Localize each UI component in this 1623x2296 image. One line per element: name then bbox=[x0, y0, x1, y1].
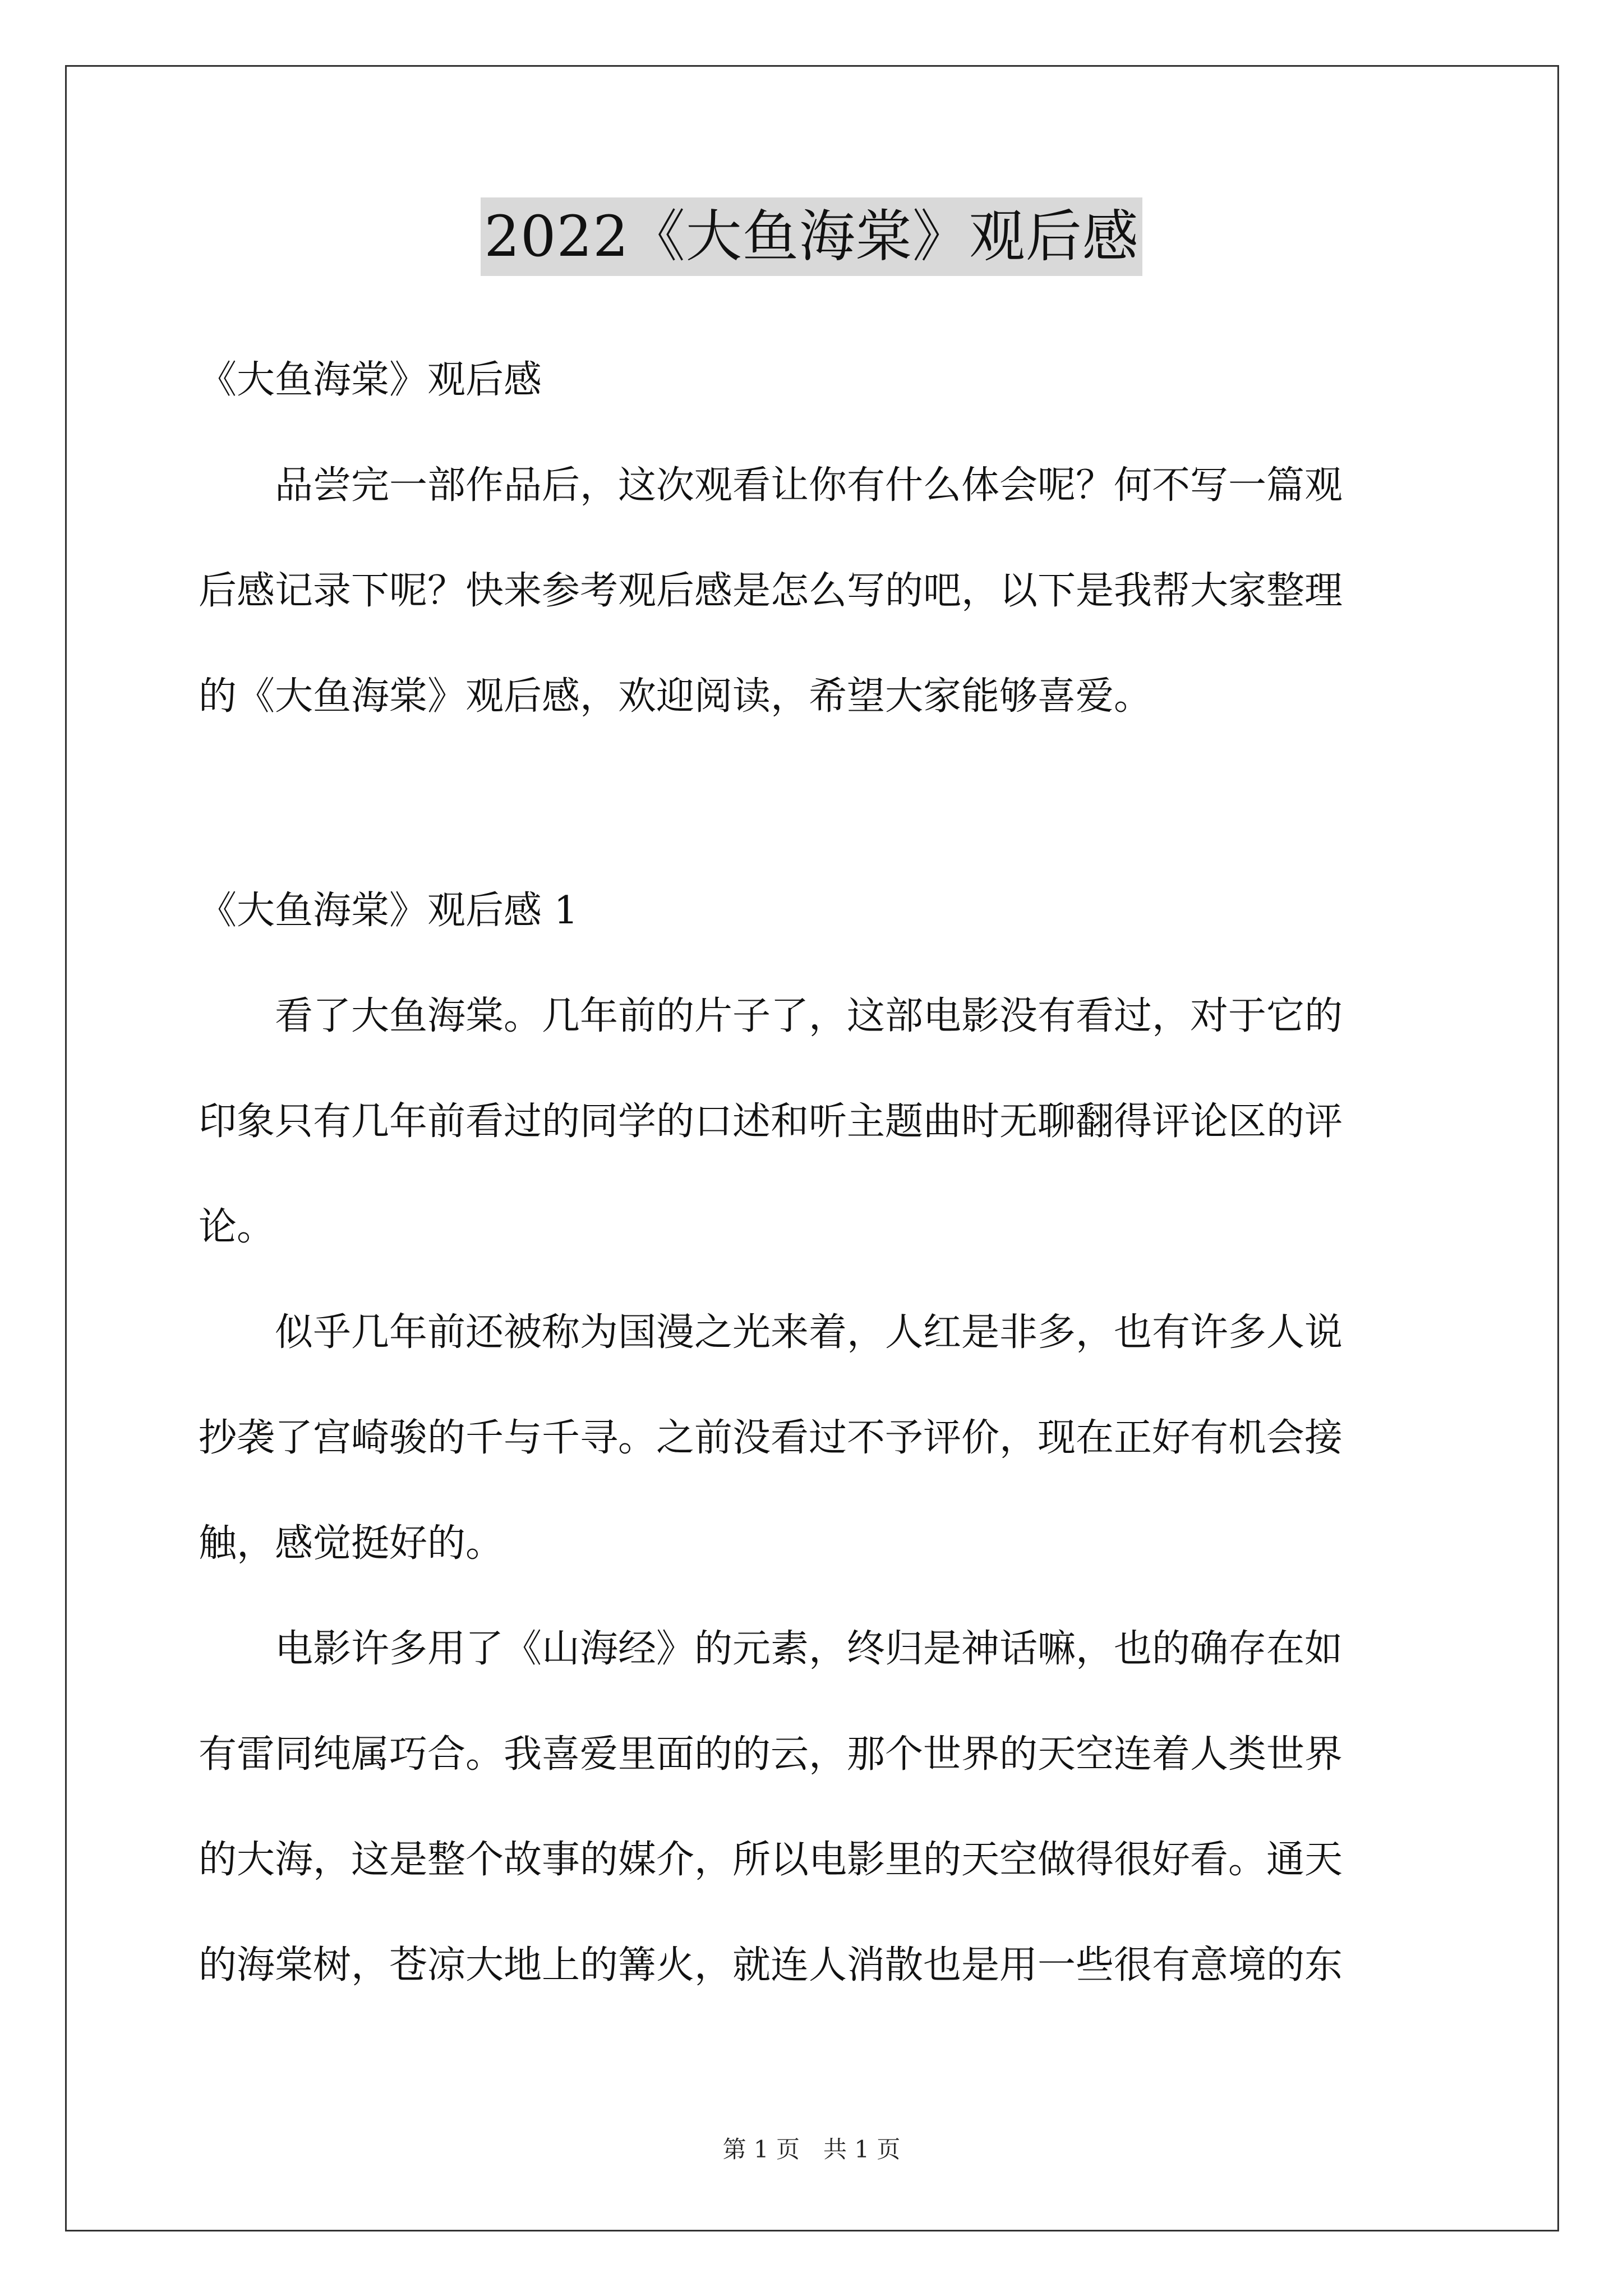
body-line-8: 有雷同纯属巧合。我喜爱里面的的云，那个世界的天空连着人类世界 bbox=[199, 1732, 1343, 1777]
intro-line-1: 品尝完一部作品后，这次观看让你有什么体会呢？何不写一篇观 bbox=[199, 463, 1343, 508]
body-line-9: 的大海，这是整个故事的媒介，所以电影里的天空做得很好看。通天 bbox=[199, 1838, 1343, 1882]
body-line-2: 印象只有几年前看过的同学的口述和听主题曲时无聊翻得评论区的评 bbox=[199, 1099, 1343, 1144]
body-line-3: 论。 bbox=[199, 1205, 275, 1249]
body-line-5: 抄袭了宫崎骏的千与千寻。之前没看过不予评价，现在正好有机会接 bbox=[199, 1416, 1343, 1460]
body-line-1: 看了大鱼海棠。几年前的片子了，这部电影没有看过，对于它的 bbox=[199, 994, 1343, 1038]
intro-heading: 《大鱼海棠》观后感 bbox=[199, 358, 542, 402]
section-heading: 《大鱼海棠》观后感 1 bbox=[199, 889, 578, 933]
page-footer: 第 1 页 共 1 页 bbox=[722, 2136, 901, 2163]
body-line-6: 触，感觉挺好的。 bbox=[199, 1521, 504, 1566]
title-container bbox=[0, 197, 1623, 276]
document-title: 2022《大鱼海棠》观后感 bbox=[481, 197, 1142, 276]
body-line-10: 的海棠树，苍凉大地上的篝火，就连人消散也是用一些很有意境的东 bbox=[199, 1943, 1343, 1987]
intro-line-2: 后感记录下呢？快来参考观后感是怎么写的吧，以下是我帮大家整理 bbox=[199, 569, 1343, 613]
body-line-4: 似乎几年前还被称为国漫之光来着，人红是非多，也有许多人说 bbox=[199, 1310, 1343, 1355]
intro-line-3: 的《大鱼海棠》观后感，欢迎阅读，希望大家能够喜爱。 bbox=[199, 674, 1152, 719]
body-line-7: 电影许多用了《山海经》的元素，终归是神话嘛，也的确存在如 bbox=[199, 1627, 1343, 1671]
